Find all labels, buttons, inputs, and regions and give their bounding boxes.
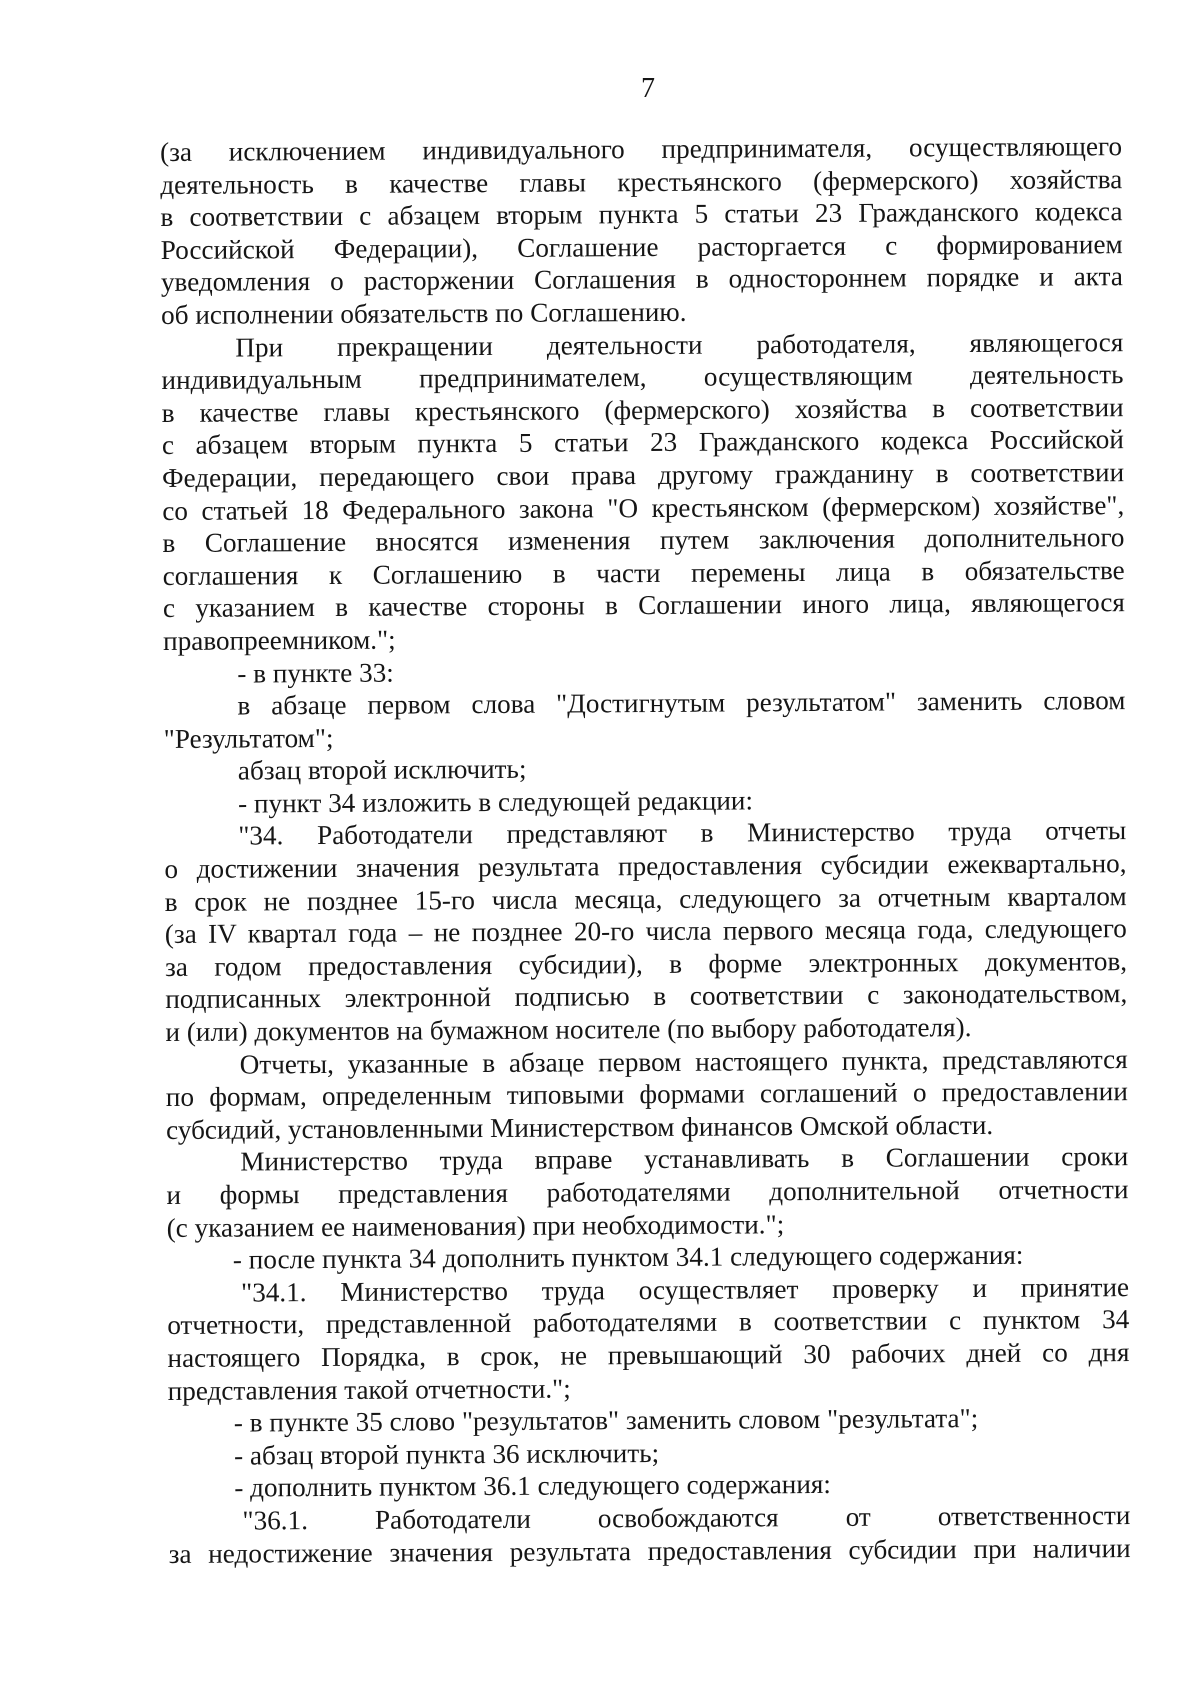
text-line: с указанием в качестве стороны в Соглашении иного лица, являющегося xyxy=(162,587,1125,624)
text-line: индивидуальным предпринимателем, осуществляющим деятельность xyxy=(161,359,1124,396)
text-line: и (или) документов на бумажном носителе (по выбору работодателя). xyxy=(165,1012,972,1048)
text-line: подписанных электронной подписью в соответствии с законодательством, xyxy=(165,978,1128,1015)
text-line: Федерации, передающего свои права другому гражданину в соответствии xyxy=(161,457,1125,493)
text-line: уведомления о расторжении Соглашения в одностороннем порядке и акта xyxy=(160,261,1123,298)
text-line: - дополнить пунктом 36.1 следующего содержания: xyxy=(234,1469,831,1503)
text-line: - пункт 34 изложить в следующей редакции: xyxy=(237,785,754,819)
text-line: настоящего Порядка, в срок, не превышающий 30 рабочих дней со дня xyxy=(167,1337,1130,1373)
text-line: в абзаце первом слова "Достигнутым результатом" заменить словом xyxy=(237,685,1126,721)
text-line: Российской Федерации), Соглашение расторгается с формированием xyxy=(160,228,1123,265)
text-line: - после пункта 34 дополнить пунктом 34.1 следующего содержания: xyxy=(232,1239,1024,1275)
text-line: в качестве главы крестьянского (фермерского) хозяйства в соответствии xyxy=(161,391,1124,428)
text-line: со статьей 18 Федерального закона "О крестьянском (фермерском) хозяйстве", xyxy=(162,489,1125,526)
text-line: в соответствии с абзацем вторым пункта 5 статьи 23 Гражданского кодекса xyxy=(160,196,1123,233)
text-line: При прекращении деятельности работодателя, являющегося xyxy=(235,326,1124,363)
text-line: (за исключением индивидуального предпринимателя, осуществляющего xyxy=(160,131,1123,167)
text-line: "34. Работодатели представляют в Министерство труда отчеты xyxy=(238,815,1127,852)
text-line: правопреемником."; xyxy=(162,624,396,656)
text-line: представления такой отчетности."; xyxy=(167,1373,571,1406)
text-line: в Соглашение вносятся изменения путем заключения дополнительного xyxy=(162,522,1125,559)
text-line: "34.1. Министерство труда осуществляет проверку и принятие xyxy=(240,1271,1130,1308)
text-line: - абзац второй пункта 36 исключить; xyxy=(233,1437,660,1471)
text-line: "36.1. Работодатели освобождаются от ответственности xyxy=(242,1500,1131,1536)
text-line: Министерство труда вправе устанавливать в Соглашении сроки xyxy=(240,1141,1129,1177)
text-line: (за IV квартал года – не позднее 20-го числа первого месяца года, следующего xyxy=(164,913,1127,950)
text-line: с абзацем вторым пункта 5 статьи 23 Гражданского кодекса Российской xyxy=(161,424,1124,461)
text-line: за годом предоставления субсидии), в форме электронных документов, xyxy=(164,945,1128,982)
text-line: - в пункте 35 слово "результатов" заменить словом "результата"; xyxy=(233,1403,979,1438)
text-line: Отчеты, указанные в абзаце первом настоящего пункта, представляются xyxy=(239,1043,1128,1080)
text-line: и формы представления работодателями дополнительной отчетности xyxy=(166,1174,1129,1210)
text-line: отчетности, представленной работодателями в соответствии с пунктом 34 xyxy=(167,1304,1130,1341)
text-line: (с указанием ее наименования) при необходимости."; xyxy=(166,1208,785,1243)
text-line: в срок не позднее 15-го числа месяца, следующего за отчетным кварталом xyxy=(164,880,1127,917)
text-line: соглашения к Соглашению в части перемены лица в обязательстве xyxy=(162,554,1125,591)
text-line: "Результатом"; xyxy=(163,722,334,754)
text-line: по формам, определенным типовыми формами соглашений о предоставлении xyxy=(165,1076,1128,1113)
document-body xyxy=(160,130,1131,1570)
text-line: деятельность в качестве главы крестьянского (фермерского) хозяйства xyxy=(160,163,1123,200)
text-line: - в пункте 33: xyxy=(237,657,394,689)
text-line: абзац второй исключить; xyxy=(237,754,527,786)
text-line: за недостижение значения результата предоставления субсидии при наличии xyxy=(168,1532,1131,1569)
page-number: 7 xyxy=(641,73,655,104)
text-line: об исполнении обязательств по Соглашению. xyxy=(161,296,687,330)
text-line: субсидий, установленными Министерством финансов Омской области. xyxy=(165,1109,994,1145)
text-line: о достижении значения результата предоставления субсидии ежеквартально, xyxy=(164,848,1127,885)
